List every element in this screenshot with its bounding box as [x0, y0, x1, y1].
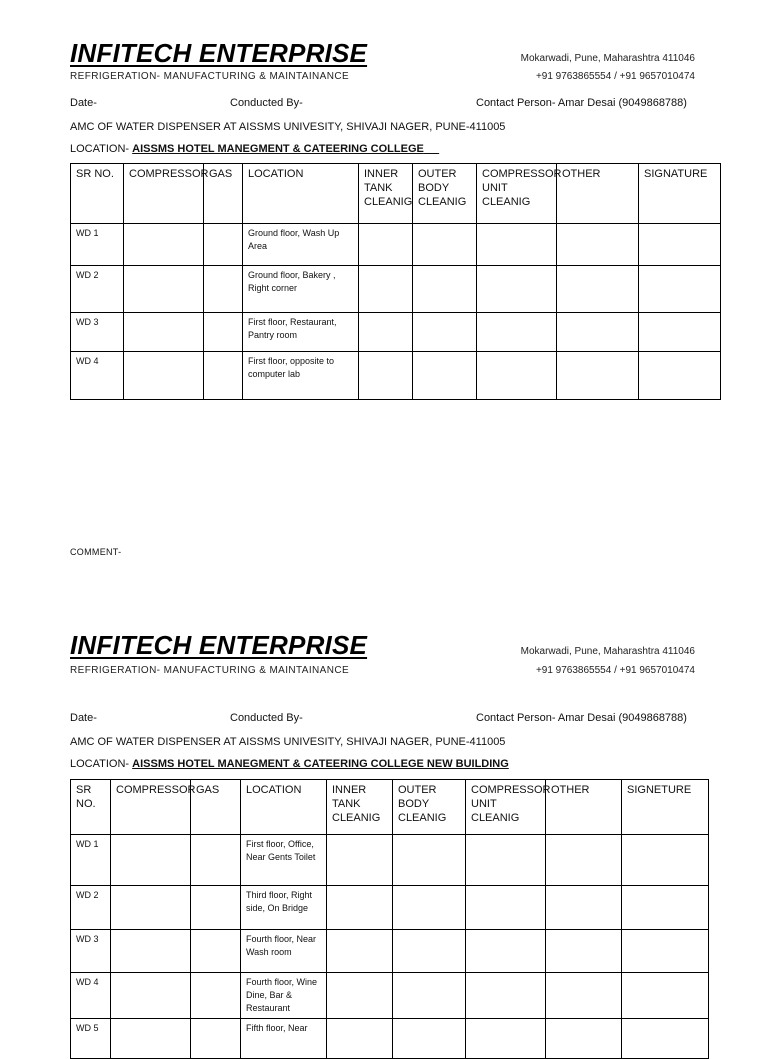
inner-tank-cell	[359, 352, 413, 400]
gas-cell	[191, 973, 241, 1019]
signature-cell	[622, 930, 709, 973]
signature-cell	[639, 224, 721, 266]
other-cell	[546, 930, 622, 973]
outer-body-cell	[413, 266, 477, 313]
compressor-cell	[111, 973, 191, 1019]
company-phone: +91 9763865554 / +91 9657010474	[535, 665, 695, 676]
table-row	[71, 266, 721, 313]
compressor-cell	[124, 224, 204, 266]
sr-cell: WD 2	[71, 886, 111, 930]
col-outer-body: OUTER BODY CLEANIG	[413, 164, 477, 224]
signature-cell	[639, 266, 721, 313]
location-line	[70, 143, 439, 155]
contact-person: Contact Person- Amar Desai (9049868788)	[476, 97, 687, 109]
date-label: Date-	[70, 97, 97, 109]
signature-cell	[622, 1019, 709, 1059]
compressor-unit-cell	[477, 313, 557, 352]
other-cell	[546, 973, 622, 1019]
sr-cell: WD 3	[71, 313, 124, 352]
sr-cell: WD 3	[71, 930, 111, 973]
sr-cell: WD 4	[71, 352, 124, 400]
signature-cell	[622, 835, 709, 886]
compressor-cell	[111, 886, 191, 930]
location-cell: First floor, Office, Near Gents Toilet	[241, 835, 327, 886]
compressor-unit-cell	[477, 224, 557, 266]
signature-cell	[622, 973, 709, 1019]
company-phone: +91 9763865554 / +91 9657010474	[535, 71, 695, 82]
table-header-row	[71, 780, 709, 835]
sr-cell: WD 1	[71, 224, 124, 266]
conducted-by-label: Conducted By-	[230, 712, 303, 724]
col-gas: GAS	[191, 780, 241, 835]
other-cell	[557, 224, 639, 266]
table-row	[71, 224, 721, 266]
inner-tank-cell	[327, 930, 393, 973]
table-row	[71, 930, 709, 973]
gas-cell	[204, 313, 243, 352]
sr-cell: WD 5	[71, 1019, 111, 1059]
col-inner-tank: INNER TANK CLEANIG	[327, 780, 393, 835]
outer-body-cell	[413, 224, 477, 266]
inner-tank-cell	[327, 973, 393, 1019]
location-cell: Ground floor, Wash Up Area	[243, 224, 359, 266]
compressor-unit-cell	[466, 886, 546, 930]
compressor-unit-cell	[477, 352, 557, 400]
col-compressor: COMPRESSOR	[124, 164, 204, 224]
company-tagline: REFRIGERATION- MANUFACTURING & MAINTAINANCE	[70, 71, 350, 82]
table-row	[71, 886, 709, 930]
other-cell	[546, 886, 622, 930]
contact-person: Contact Person- Amar Desai (9049868788)	[476, 712, 687, 724]
table-row	[71, 1019, 709, 1059]
inner-tank-cell	[359, 313, 413, 352]
company-name: INFITECH ENTERPRISE	[70, 38, 368, 68]
location-cell: Fourth floor, Near Wash room	[241, 930, 327, 973]
inner-tank-cell	[359, 224, 413, 266]
compressor-cell	[111, 930, 191, 973]
outer-body-cell	[393, 930, 466, 973]
gas-cell	[204, 352, 243, 400]
col-inner-tank: INNER TANK CLEANIG	[359, 164, 413, 224]
location-line	[70, 758, 509, 770]
location-cell: Fourth floor, Wine Dine, Bar & Restaurant	[241, 973, 327, 1019]
table-row	[71, 835, 709, 886]
col-signature: SIGNATURE	[639, 164, 721, 224]
company-name: INFITECH ENTERPRISE	[70, 630, 368, 660]
table-row	[71, 973, 709, 1019]
other-cell	[546, 1019, 622, 1059]
inner-tank-cell	[327, 835, 393, 886]
location-label: LOCATION-	[70, 758, 130, 770]
amc-description: AMC OF WATER DISPENSER AT AISSMS UNIVESITY, SHIVAJI NAGER, PUNE-411005	[70, 736, 506, 748]
outer-body-cell	[413, 352, 477, 400]
company-address: Mokarwadi, Pune, Maharashtra 411046	[520, 53, 695, 64]
location-label: LOCATION-	[70, 143, 130, 155]
outer-body-cell	[393, 1019, 466, 1059]
other-cell	[557, 352, 639, 400]
col-gas: GAS	[204, 164, 243, 224]
col-location: LOCATION	[243, 164, 359, 224]
location-cell: Fifth floor, Near	[241, 1019, 327, 1059]
compressor-cell	[111, 1019, 191, 1059]
table-header-row	[71, 164, 721, 224]
compressor-unit-cell	[466, 930, 546, 973]
location-cell: Third floor, Right side, On Bridge	[241, 886, 327, 930]
other-cell	[557, 266, 639, 313]
compressor-cell	[124, 266, 204, 313]
gas-cell	[191, 886, 241, 930]
col-compressor: COMPRESSOR	[111, 780, 191, 835]
outer-body-cell	[413, 313, 477, 352]
compressor-cell	[124, 313, 204, 352]
gas-cell	[204, 224, 243, 266]
gas-cell	[191, 835, 241, 886]
service-table	[70, 163, 721, 400]
location-value: AISSMS HOTEL MANEGMENT & CATEERING COLLEGE NEW BUILDING	[132, 758, 509, 770]
gas-cell	[204, 266, 243, 313]
other-cell	[546, 835, 622, 886]
table-row	[71, 352, 721, 400]
inner-tank-cell	[327, 886, 393, 930]
date-label: Date-	[70, 712, 97, 724]
gas-cell	[191, 930, 241, 973]
gas-cell	[191, 1019, 241, 1059]
location-value: AISSMS HOTEL MANEGMENT & CATEERING COLLEGE	[132, 143, 424, 155]
sr-cell: WD 1	[71, 835, 111, 886]
outer-body-cell	[393, 973, 466, 1019]
location-cell: First floor, opposite to computer lab	[243, 352, 359, 400]
other-cell	[557, 313, 639, 352]
table-row	[71, 313, 721, 352]
col-other: OTHER	[546, 780, 622, 835]
col-signature: SIGNETURE	[622, 780, 709, 835]
compressor-unit-cell	[466, 835, 546, 886]
col-location: LOCATION	[241, 780, 327, 835]
signature-cell	[639, 313, 721, 352]
col-outer-body: OUTER BODY CLEANIG	[393, 780, 466, 835]
col-sr-no: SR NO.	[71, 780, 111, 835]
company-address: Mokarwadi, Pune, Maharashtra 411046	[520, 646, 695, 657]
col-sr-no: SR NO.	[71, 164, 124, 224]
col-compressor-unit: COMPRESSOR UNIT CLEANIG	[477, 164, 557, 224]
compressor-unit-cell	[466, 1019, 546, 1059]
conducted-by-label: Conducted By-	[230, 97, 303, 109]
signature-cell	[622, 886, 709, 930]
sr-cell: WD 2	[71, 266, 124, 313]
col-other: OTHER	[557, 164, 639, 224]
compressor-unit-cell	[477, 266, 557, 313]
outer-body-cell	[393, 886, 466, 930]
col-compressor-unit: COMPRESSOR UNIT CLEANIG	[466, 780, 546, 835]
sr-cell: WD 4	[71, 973, 111, 1019]
comment-label: COMMENT-	[70, 547, 122, 557]
outer-body-cell	[393, 835, 466, 886]
service-table	[70, 779, 709, 1059]
compressor-cell	[124, 352, 204, 400]
compressor-cell	[111, 835, 191, 886]
signature-cell	[639, 352, 721, 400]
location-cell: First floor, Restaurant, Pantry room	[243, 313, 359, 352]
compressor-unit-cell	[466, 973, 546, 1019]
location-cell: Ground floor, Bakery , Right corner	[243, 266, 359, 313]
company-tagline: REFRIGERATION- MANUFACTURING & MAINTAINANCE	[70, 665, 350, 676]
inner-tank-cell	[359, 266, 413, 313]
amc-description: AMC OF WATER DISPENSER AT AISSMS UNIVESITY, SHIVAJI NAGER, PUNE-411005	[70, 121, 506, 133]
inner-tank-cell	[327, 1019, 393, 1059]
